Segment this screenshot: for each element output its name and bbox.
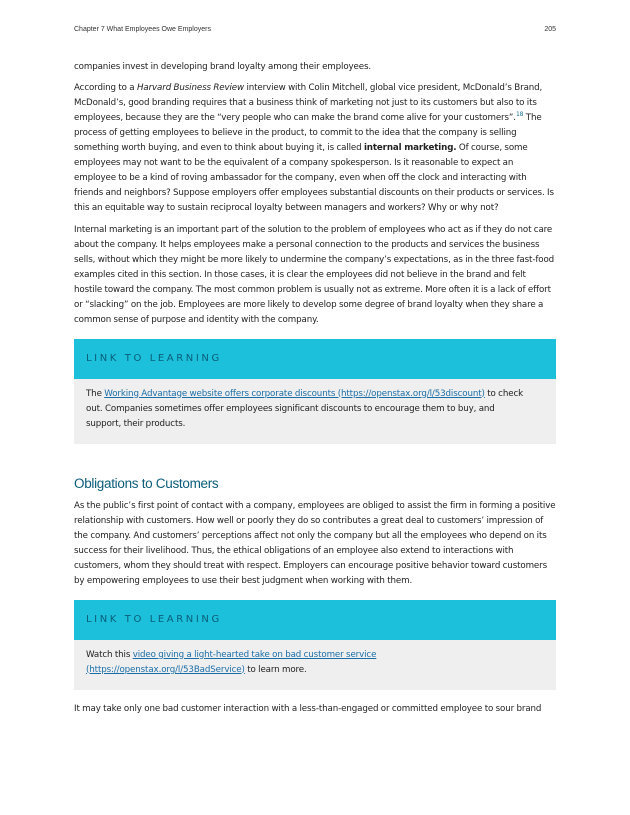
working-advantage-link[interactable]: Working Advantage website offers corporate discounts (https://openstax.org/l/53discount) — [104, 388, 485, 399]
paragraph-4: As the public’s first point of contact with a company, employees are obliged to assist the firm in forming a positive relationship with customers. How well or poorly they do so contributes a great deal to customers’ impression of the company. And customers’ perceptions affect not only the company but all the employees who depend on its success for their livelihood. Thus, the ethical obligations of an employee also extend to interactions with customers, whom they should treat with respect. Employers can encourage positive behavior toward customers by empowering employees to use their best judgment when working with them. — [74, 500, 556, 586]
paragraph-3: Internal marketing is an important part of the solution to the problem of employees who act as if they do not care about the company. It helps employees make a personal connection to the products and services the business sells, without which they might be more likely to undermine the company’s expectations, as in the three fast-food examples cited in this section. In those cases, it is clear the employees did not believe in the brand and felt hostile toward the company. The most common problem is usually not as extreme. More often it is a lack of effort or “slacking” on the job. Employees are more likely to develop some degree of brand loyalty when they share a common sense of purpose and identity with the company. — [74, 224, 555, 325]
paragraph-1: companies invest in developing brand loyalty among their employees. — [74, 62, 372, 72]
page-content — [74, 60, 556, 723]
footnote-ref[interactable]: 18 — [515, 111, 524, 118]
key-term: internal marketing. — [363, 143, 457, 153]
link-to-learning-box-2 — [74, 600, 556, 690]
publication-title: Harvard Business Review — [136, 83, 245, 93]
paragraph-5: It may take only one bad customer interaction with a less-than-engaged or committed employee to sour brand — [74, 703, 542, 714]
feature-heading: LINK TO LEARNING — [74, 339, 556, 379]
chapter-title: Chapter 7 What Employees Owe Employers — [74, 26, 211, 33]
bad-service-video-link[interactable]: video giving a light-hearted take on bad customer service (https://openstax.org/l/53BadService) — [86, 649, 377, 675]
section-heading: Obligations to Customers — [74, 475, 219, 491]
link-to-learning-box-1 — [74, 339, 556, 444]
running-header — [74, 26, 556, 33]
feature-body: Watch this video giving a light-hearted take on bad customer service (https://openstax.org/l/53BadService) to learn more. — [86, 649, 377, 675]
paragraph-2: According to a Harvard Business Review interview with Colin Mitchell, global vice president, McDonald’s Brand, McDonald’s, good branding requires that a business think of marketing not just to its customers but also to its employees, because they are the “very people who can make the brand come alive for your customers”.$^{18}$ The process of getting employees to believe in the product, to commit to the idea that the company is selling something worth buying, and even to think about buying it, is called internal marketing. Of course, some employees may not want to be the equivalent of a company spokesperson. Is it reasonable to expect an employee to be a kind of roving ambassador for the company, even when off the clock and interacting with friends and neighbors? Suppose employers offer employees substantial discounts on their products or services. Is this an equitable way to sustain reciprocal loyalty between managers and workers? Why or why not? — [74, 83, 554, 213]
feature-body: The Working Advantage website offers corporate discounts (https://openstax.org/l/53discount) to check out. Companies sometimes offer employees significant discounts to encourage them to buy, and support, their products. — [86, 388, 524, 429]
page-number: 205 — [544, 26, 556, 33]
feature-heading: LINK TO LEARNING — [74, 600, 556, 640]
